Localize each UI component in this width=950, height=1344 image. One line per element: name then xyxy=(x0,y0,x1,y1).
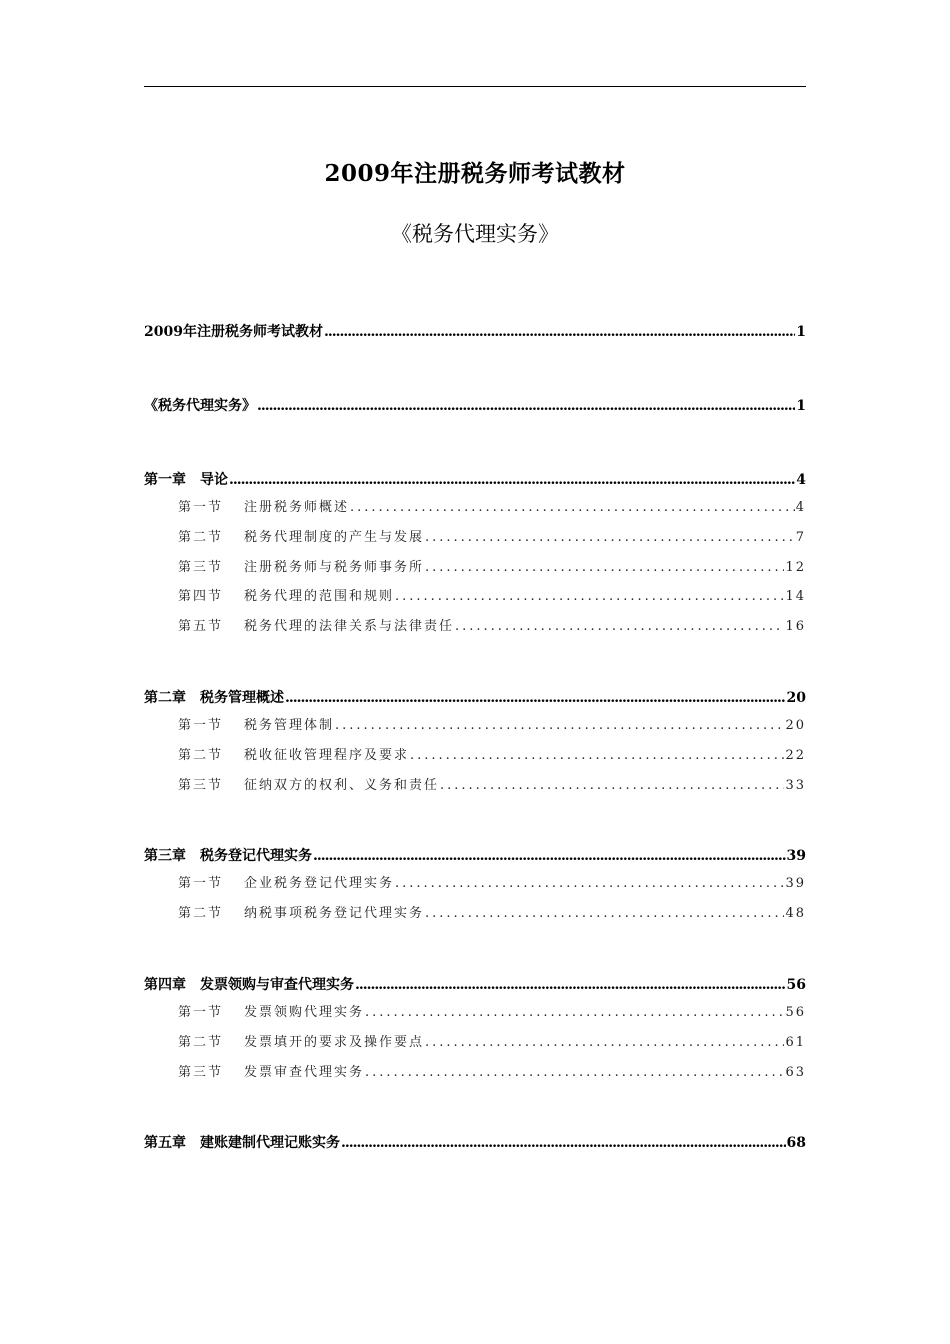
toc-section-1-4[interactable] xyxy=(144,582,806,612)
toc-page-number: 33 xyxy=(785,777,806,793)
toc-section-number: 第二节 xyxy=(178,529,224,545)
toc-section-label xyxy=(178,998,364,1028)
toc-leader xyxy=(410,741,784,771)
toc-chapters xyxy=(144,468,806,1155)
toc-section-label xyxy=(178,582,394,612)
toc-page-number: 39 xyxy=(786,848,806,865)
toc-chapter-label: 第五章 建账建制代理记账实务 xyxy=(144,1135,340,1152)
toc-leader xyxy=(425,523,795,553)
toc-section-number: 第一节 xyxy=(178,1004,224,1020)
toc-leader xyxy=(455,612,784,642)
toc-page-number: 56 xyxy=(786,976,806,993)
toc-section-1-1[interactable] xyxy=(144,493,806,523)
toc-section-title: 发票领购代理实务 xyxy=(244,1004,365,1020)
toc-page-number: 48 xyxy=(785,906,806,922)
toc-section-title: 注册税务师概述 xyxy=(244,500,350,515)
toc-leader xyxy=(425,553,784,583)
toc-page-number: 1 xyxy=(796,324,806,340)
document-title: 2009年注册税务师考试教材 xyxy=(324,160,626,187)
toc-leader xyxy=(324,320,795,344)
toc-chapter-5[interactable] xyxy=(144,1131,806,1155)
toc-section-number: 第一节 xyxy=(178,500,224,515)
toc-page-number: 12 xyxy=(785,559,806,575)
toc-section-title: 注册税务师与税务师事务所 xyxy=(244,559,425,575)
toc-leader xyxy=(341,1131,786,1155)
toc-page-number: 4 xyxy=(795,500,806,515)
toc-section-number: 第二节 xyxy=(178,906,224,922)
toc-chapter-4[interactable] xyxy=(144,973,806,997)
toc-section-4-3[interactable] xyxy=(144,1058,806,1088)
toc-leader xyxy=(285,686,786,710)
toc-section-number: 第二节 xyxy=(178,1034,224,1050)
toc-section-number: 第三节 xyxy=(178,1064,224,1080)
toc-page-number: 22 xyxy=(785,747,806,763)
toc-section-title: 税务代理的范围和规则 xyxy=(244,589,395,605)
toc-page-number: 16 xyxy=(785,619,806,635)
toc-section-label xyxy=(178,899,424,929)
table-of-contents xyxy=(144,320,806,1155)
toc-leader xyxy=(350,493,795,523)
toc-entry-subtitle[interactable] xyxy=(144,394,806,418)
toc-leader xyxy=(365,1058,784,1088)
toc-section-title: 发票审查代理实务 xyxy=(244,1064,365,1080)
toc-chapter-label: 第二章 税务管理概述 xyxy=(144,689,284,706)
toc-section-title: 税务管理体制 xyxy=(244,717,335,733)
toc-leader xyxy=(425,1028,784,1058)
toc-section-label xyxy=(178,771,439,801)
toc-page-number: 56 xyxy=(785,1004,806,1020)
toc-page-number: 1 xyxy=(796,398,806,414)
toc-section-4-1[interactable] xyxy=(144,998,806,1028)
toc-page-number: 68 xyxy=(786,1135,806,1152)
toc-section-1-2[interactable] xyxy=(144,523,806,553)
toc-section-number: 第五节 xyxy=(178,619,224,635)
toc-page-number: 20 xyxy=(786,689,806,706)
toc-entry-label: 2009年注册税务师考试教材 xyxy=(144,324,323,340)
toc-entry-label: 《税务代理实务》 xyxy=(144,398,256,414)
toc-chapter-label: 第三章 税务登记代理实务 xyxy=(144,848,312,865)
toc-section-label xyxy=(178,523,424,553)
toc-leader xyxy=(335,711,784,741)
toc-section-title: 企业税务登记代理实务 xyxy=(244,876,395,892)
toc-page-number: 39 xyxy=(785,876,806,892)
toc-chapter-1[interactable] xyxy=(144,468,806,492)
toc-page-number: 20 xyxy=(785,717,806,733)
toc-leader xyxy=(355,973,786,997)
toc-page-number: 14 xyxy=(785,589,806,605)
toc-page-number: 4 xyxy=(796,472,806,488)
toc-chapter-label: 第一章 导论 xyxy=(144,472,228,488)
toc-chapter-label: 第四章 发票领购与审查代理实务 xyxy=(144,976,354,993)
toc-section-number: 第三节 xyxy=(178,777,224,793)
toc-section-label xyxy=(178,493,349,523)
toc-section-4-2[interactable] xyxy=(144,1028,806,1058)
toc-section-title: 税收征收管理程序及要求 xyxy=(244,747,410,763)
toc-section-number: 第四节 xyxy=(178,589,224,605)
toc-section-title: 发票填开的要求及操作要点 xyxy=(244,1034,425,1050)
toc-section-label xyxy=(178,1028,424,1058)
toc-section-1-3[interactable] xyxy=(144,553,806,583)
toc-leader xyxy=(440,771,784,801)
toc-page-number: 61 xyxy=(785,1034,806,1050)
toc-section-2-2[interactable] xyxy=(144,741,806,771)
toc-section-title: 纳税事项税务登记代理实务 xyxy=(244,906,425,922)
toc-section-title: 税务代理的法律关系与法律责任 xyxy=(244,619,455,635)
toc-section-number: 第三节 xyxy=(178,559,224,575)
toc-leader xyxy=(395,869,784,899)
document-subtitle: 《税务代理实务》 xyxy=(391,222,559,246)
toc-section-3-2[interactable] xyxy=(144,899,806,929)
toc-leader xyxy=(229,468,795,492)
toc-leader xyxy=(365,998,784,1028)
toc-entry-title[interactable] xyxy=(144,320,806,344)
header-rule xyxy=(144,86,806,87)
toc-section-2-1[interactable] xyxy=(144,711,806,741)
toc-leader xyxy=(257,394,795,418)
toc-chapter-3[interactable] xyxy=(144,844,806,868)
toc-section-label xyxy=(178,553,424,583)
toc-section-1-5[interactable] xyxy=(144,612,806,642)
toc-leader xyxy=(313,844,786,868)
toc-section-number: 第一节 xyxy=(178,876,224,892)
toc-chapter-2[interactable] xyxy=(144,686,806,710)
toc-section-3-1[interactable] xyxy=(144,869,806,899)
toc-section-label xyxy=(178,612,454,642)
toc-page-number: 63 xyxy=(785,1064,806,1080)
toc-section-label xyxy=(178,869,394,899)
toc-section-title: 税务代理制度的产生与发展 xyxy=(244,529,425,545)
toc-section-label xyxy=(178,711,334,741)
toc-leader xyxy=(425,899,784,929)
toc-leader xyxy=(395,582,784,612)
toc-section-number: 第一节 xyxy=(178,717,224,733)
toc-section-number: 第二节 xyxy=(178,747,224,763)
toc-section-2-3[interactable] xyxy=(144,771,806,801)
toc-page-number: 7 xyxy=(795,529,806,545)
toc-section-title: 征纳双方的权利、义务和责任 xyxy=(244,777,440,793)
toc-section-label xyxy=(178,741,409,771)
toc-section-label xyxy=(178,1058,364,1088)
